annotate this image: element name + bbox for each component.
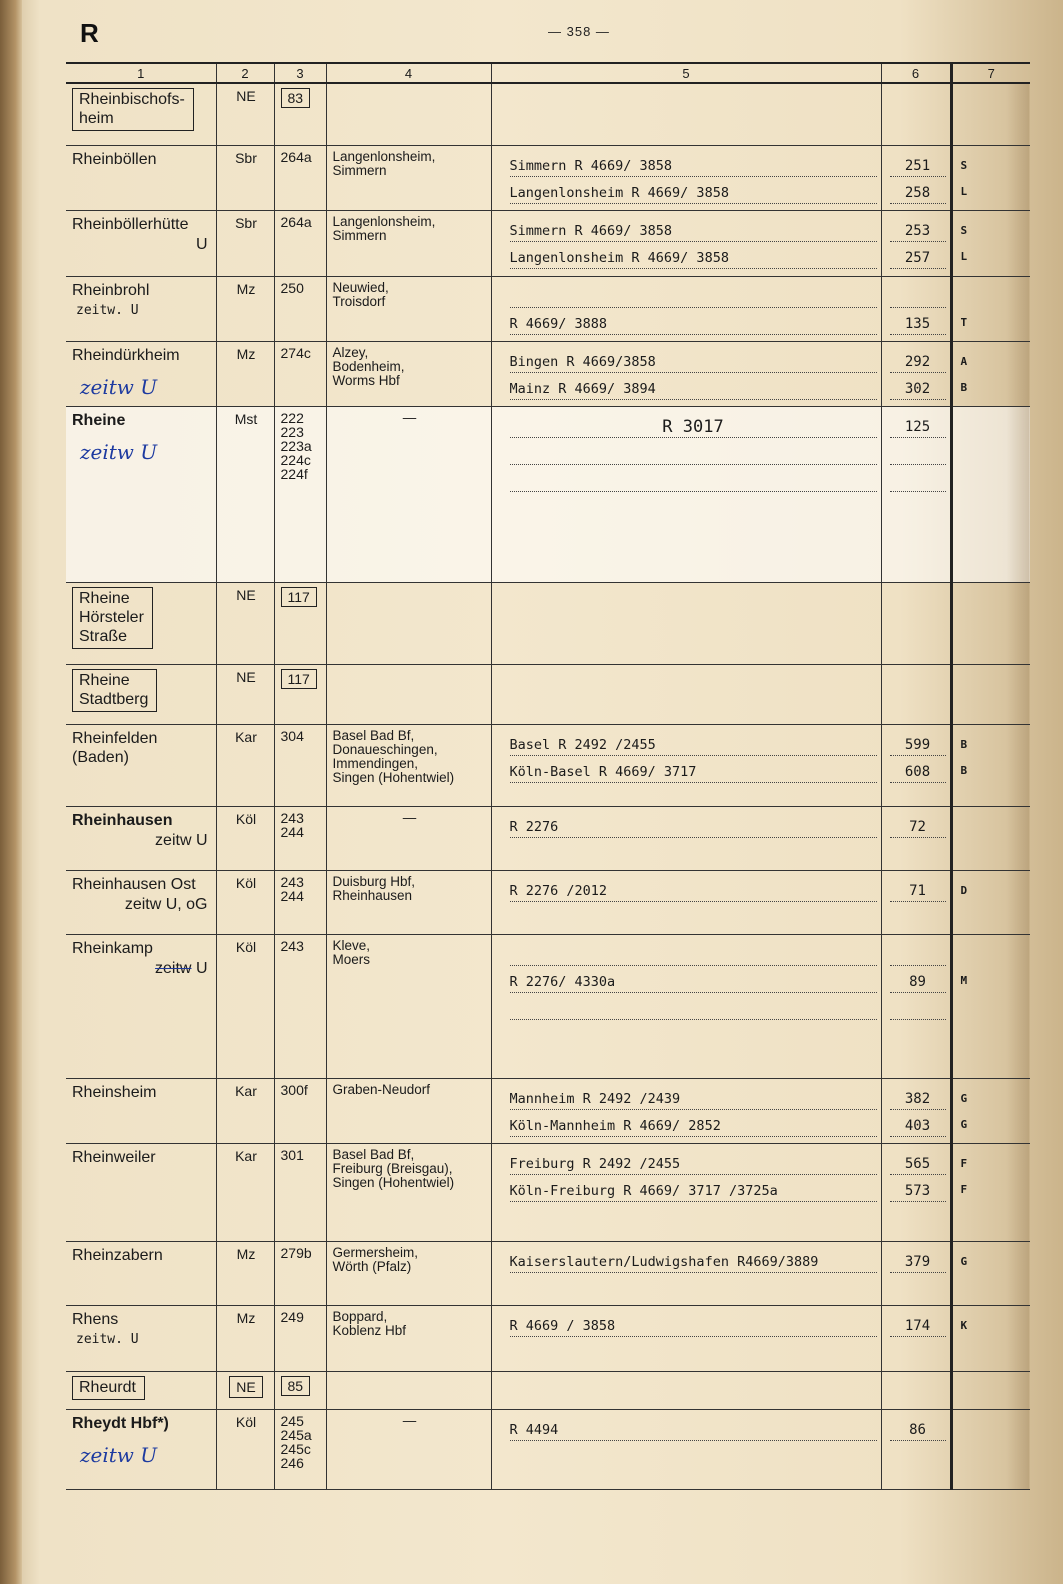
station-name: Rheinfelden (Baden): [72, 729, 158, 766]
station-name-cell: [66, 724, 216, 806]
route-code: D: [960, 883, 968, 897]
station-name-cell: [66, 1078, 216, 1143]
route-entry: R 4494: [510, 1420, 877, 1441]
route-entry: Simmern R 4669/ 3858: [510, 221, 877, 242]
district-cell: Mz: [216, 1241, 274, 1305]
code-cell: [951, 145, 1030, 210]
station-name-cell: [66, 1143, 216, 1241]
distance-cell: [881, 582, 951, 664]
connections-cell: [326, 1371, 491, 1409]
district-cell: NE: [216, 664, 274, 724]
station-name-cell: [66, 1371, 216, 1409]
connections-cell: [326, 664, 491, 724]
distance-cell: [881, 276, 951, 341]
distance-cell: [881, 145, 951, 210]
distance-cell: [881, 1143, 951, 1241]
line-number-cell: 243: [274, 934, 326, 1078]
station-row: [66, 582, 1030, 664]
route-code: F: [960, 1182, 968, 1196]
station-name: Rheinböllen: [72, 150, 157, 168]
route-code: [961, 417, 1027, 437]
station-name: Rheinbischofs- heim: [72, 88, 194, 131]
distance-value: 174: [890, 1316, 946, 1337]
station-row: [66, 1078, 1030, 1143]
connections-cell: Graben-Neudorf: [326, 1078, 491, 1143]
connections-cell: Alzey, Bodenheim, Worms Hbf: [326, 341, 491, 406]
connections-cell: [326, 83, 491, 145]
distance-value: 599: [890, 735, 946, 756]
route-entry: Basel R 2492 /2455: [510, 735, 877, 756]
column-header: 5: [491, 63, 881, 83]
route-cell: [491, 1078, 881, 1143]
line-number-cell: 304: [274, 724, 326, 806]
route-cell: [491, 276, 881, 341]
route-entry: R 2276/ 4330a: [510, 972, 877, 993]
connections-cell: —: [326, 406, 491, 582]
station-name-cell: [66, 210, 216, 276]
route-code: G: [960, 1091, 968, 1105]
line-number-cell: [274, 582, 326, 664]
station-row: [66, 664, 1030, 724]
station-row: [66, 1305, 1030, 1371]
route-code: L: [960, 184, 968, 198]
distance-value: 302: [890, 379, 946, 400]
page-number: — 358 —: [548, 24, 610, 39]
route-cell: [491, 1143, 881, 1241]
route-entry: R 4669 / 3858: [510, 1316, 877, 1337]
station-row: [66, 406, 1030, 582]
distance-value: 135: [890, 314, 946, 335]
connections-cell: Germersheim, Wörth (Pfalz): [326, 1241, 491, 1305]
route-entry: Bingen R 4669/3858: [510, 352, 877, 373]
route-entry: Mainz R 4669/ 3894: [510, 379, 877, 400]
code-cell: [951, 1409, 1030, 1489]
column-header: 4: [326, 63, 491, 83]
code-cell: [951, 806, 1030, 870]
route-code: S: [960, 223, 968, 237]
book-binding-edge: [0, 0, 22, 1584]
handwritten-note: zeitw U: [80, 439, 158, 464]
distance-value: 292: [890, 352, 946, 373]
distance-value: 253: [890, 221, 946, 242]
station-name-cell: [66, 664, 216, 724]
distance-value: 573: [890, 1181, 946, 1202]
district-cell: Mst: [216, 406, 274, 582]
line-number-cell: [274, 83, 326, 145]
station-name: Rheine Hörsteler Straße: [72, 587, 153, 649]
route-code: B: [960, 763, 968, 777]
distance-cell: [881, 724, 951, 806]
station-name: Rheydt Hbf*): [72, 1414, 169, 1432]
district-cell: Köl: [216, 934, 274, 1078]
line-number: 117: [281, 587, 317, 607]
route-entry: R 2276: [510, 817, 877, 838]
route-cell: [491, 870, 881, 934]
station-name-cell: [66, 806, 216, 870]
station-note: U: [195, 235, 208, 253]
distance-value: [890, 287, 946, 308]
distance-cell: [881, 1305, 951, 1371]
column-header-row: [66, 63, 1030, 83]
station-name: Rheinkamp: [72, 939, 153, 957]
station-name: Rheine Stadtberg: [72, 669, 157, 712]
distance-cell: [881, 806, 951, 870]
code-cell: [951, 1143, 1030, 1241]
code-cell: [951, 1078, 1030, 1143]
route-entry: Köln-Mannheim R 4669/ 2852: [510, 1116, 877, 1137]
line-number: 83: [281, 88, 311, 108]
column-header: 7: [951, 63, 1030, 83]
station-name: Rheinböllerhütte: [72, 215, 189, 233]
connections-cell: Neuwied, Troisdorf: [326, 276, 491, 341]
distance-value: 565: [890, 1154, 946, 1175]
route-cell: [491, 1371, 881, 1409]
station-name-cell: [66, 145, 216, 210]
station-row: [66, 1143, 1030, 1241]
distance-cell: [881, 83, 951, 145]
line-number-cell: 249: [274, 1305, 326, 1371]
code-cell: [951, 406, 1030, 582]
connections-cell: Duisburg Hbf, Rheinhausen: [326, 870, 491, 934]
distance-value: [890, 471, 946, 492]
station-row: [66, 276, 1030, 341]
station-name: Rheindürkheim: [72, 346, 180, 364]
route-entry: R 3017: [510, 417, 877, 438]
station-note: zeitw U: [155, 831, 208, 849]
station-row: [66, 1241, 1030, 1305]
route-entry: [510, 999, 877, 1020]
route-cell: [491, 806, 881, 870]
route-cell: [491, 664, 881, 724]
distance-value: [890, 444, 946, 465]
code-cell: [951, 870, 1030, 934]
route-cell: [491, 145, 881, 210]
struck-note: zeitw: [155, 959, 192, 977]
line-number-cell: 243 244: [274, 806, 326, 870]
route-cell: [491, 1305, 881, 1371]
district-cell: Köl: [216, 870, 274, 934]
route-code: [961, 997, 1027, 1017]
station-name: Rheinzabern: [72, 1246, 163, 1264]
line-number-cell: 274c: [274, 341, 326, 406]
distance-value: 86: [890, 1420, 946, 1441]
distance-value: 125: [890, 417, 946, 438]
station-name-cell: [66, 1409, 216, 1489]
route-code: [961, 945, 1027, 965]
station-note: zeitw U, oG: [124, 895, 208, 913]
station-note: zeitw U: [155, 959, 208, 977]
route-entry: Simmern R 4669/ 3858: [510, 156, 877, 177]
district-cell: Köl: [216, 1409, 274, 1489]
station-name-cell: [66, 870, 216, 934]
district-cell: Mz: [216, 341, 274, 406]
station-name: Rheine: [72, 411, 126, 429]
route-code: S: [960, 158, 968, 172]
station-name: Rheinhausen: [72, 811, 173, 829]
code-cell: [951, 210, 1030, 276]
connections-cell: Kleve, Moers: [326, 934, 491, 1078]
route-code: [961, 469, 1027, 489]
distance-value: 89: [890, 972, 946, 993]
station-row: [66, 83, 1030, 145]
line-number-cell: [274, 664, 326, 724]
code-cell: [951, 341, 1030, 406]
distance-cell: [881, 934, 951, 1078]
code-cell: [951, 934, 1030, 1078]
connections-cell: Basel Bad Bf, Freiburg (Breisgau), Singen (Hohentwiel): [326, 1143, 491, 1241]
distance-cell: [881, 870, 951, 934]
route-code: G: [960, 1254, 968, 1268]
route-entry: Mannheim R 2492 /2439: [510, 1089, 877, 1110]
route-cell: [491, 934, 881, 1078]
station-register-table: [66, 62, 1030, 1490]
connections-cell: Langenlonsheim, Simmern: [326, 145, 491, 210]
connections-cell: Basel Bad Bf, Donaueschingen, Immendingen, Singen (Hohentwiel): [326, 724, 491, 806]
line-number-cell: 243 244: [274, 870, 326, 934]
line-number-cell: 301: [274, 1143, 326, 1241]
handwritten-note: zeitw U: [80, 1442, 158, 1467]
station-row: [66, 724, 1030, 806]
district-cell: Mz: [216, 1305, 274, 1371]
distance-cell: [881, 1371, 951, 1409]
district-cell: NE: [216, 83, 274, 145]
route-entry: R 4669/ 3888: [510, 314, 877, 335]
district-cell: NE: [216, 582, 274, 664]
station-name: Rheinweiler: [72, 1148, 156, 1166]
code-cell: [951, 83, 1030, 145]
connections-cell: Langenlonsheim, Simmern: [326, 210, 491, 276]
connections-cell: [326, 582, 491, 664]
route-cell: [491, 582, 881, 664]
district-code: NE: [229, 1376, 262, 1398]
distance-cell: [881, 1078, 951, 1143]
code-cell: [951, 1241, 1030, 1305]
route-cell: [491, 406, 881, 582]
line-number-cell: [274, 1371, 326, 1409]
route-code: L: [960, 249, 968, 263]
route-entry: [510, 471, 877, 492]
station-name-cell: [66, 406, 216, 582]
route-cell: [491, 1241, 881, 1305]
code-cell: [951, 276, 1030, 341]
distance-value: [890, 999, 946, 1020]
district-cell: Kar: [216, 1078, 274, 1143]
route-code: F: [960, 1156, 968, 1170]
station-name-cell: [66, 934, 216, 1078]
route-entry: Kaiserslautern/Ludwigshafen R4669/3889: [510, 1252, 877, 1273]
route-code: B: [960, 737, 968, 751]
line-number-cell: 300f: [274, 1078, 326, 1143]
connections-cell: —: [326, 806, 491, 870]
distance-value: 403: [890, 1116, 946, 1137]
line-number-cell: 264a: [274, 210, 326, 276]
line-number: 117: [281, 669, 317, 689]
route-entry: Köln-Basel R 4669/ 3717: [510, 762, 877, 783]
line-number-cell: 279b: [274, 1241, 326, 1305]
route-entry: Köln-Freiburg R 4669/ 3717 /3725a: [510, 1181, 877, 1202]
connections-cell: Boppard, Koblenz Hbf: [326, 1305, 491, 1371]
district-cell: Köl: [216, 806, 274, 870]
distance-value: 258: [890, 183, 946, 204]
route-entry: [510, 287, 877, 308]
district-cell: [216, 1371, 274, 1409]
section-letter: R: [80, 18, 99, 48]
code-cell: [951, 582, 1030, 664]
route-entry: Langenlonsheim R 4669/ 3858: [510, 248, 877, 269]
district-cell: Kar: [216, 1143, 274, 1241]
station-name-cell: [66, 276, 216, 341]
distance-cell: [881, 664, 951, 724]
route-code: B: [960, 380, 968, 394]
district-cell: Sbr: [216, 145, 274, 210]
route-code: T: [960, 315, 968, 329]
route-cell: [491, 724, 881, 806]
code-cell: [951, 724, 1030, 806]
route-entry: [510, 945, 877, 966]
route-code: K: [960, 1318, 968, 1332]
distance-value: 382: [890, 1089, 946, 1110]
column-header: 6: [881, 63, 951, 83]
distance-value: 251: [890, 156, 946, 177]
route-code: G: [960, 1117, 968, 1131]
line-number-cell: 245 245a 245c 246: [274, 1409, 326, 1489]
distance-cell: [881, 1409, 951, 1489]
station-name: Rhens: [72, 1310, 119, 1328]
distance-value: 379: [890, 1252, 946, 1273]
station-row: [66, 934, 1030, 1078]
route-code: [961, 443, 1027, 463]
station-name: Rheurdt: [72, 1376, 145, 1400]
station-name: Rheinsheim: [72, 1083, 157, 1101]
code-cell: [951, 664, 1030, 724]
station-row: [66, 806, 1030, 870]
district-cell: Sbr: [216, 210, 274, 276]
connections-cell: —: [326, 1409, 491, 1489]
line-number-cell: 250: [274, 276, 326, 341]
distance-value: 72: [890, 817, 946, 838]
distance-value: [890, 945, 946, 966]
station-row: [66, 341, 1030, 406]
station-row: [66, 210, 1030, 276]
code-cell: [951, 1305, 1030, 1371]
code-cell: [951, 1371, 1030, 1409]
column-header: 3: [274, 63, 326, 83]
route-cell: [491, 341, 881, 406]
line-number: 85: [281, 1376, 311, 1396]
district-cell: Kar: [216, 724, 274, 806]
station-name: Rheinhausen Ost: [72, 875, 196, 893]
distance-value: 608: [890, 762, 946, 783]
route-code: [961, 1420, 1027, 1440]
station-row: [66, 1409, 1030, 1489]
route-entry: Freiburg R 2492 /2455: [510, 1154, 877, 1175]
route-entry: [510, 444, 877, 465]
route-code: A: [960, 354, 968, 368]
distance-cell: [881, 210, 951, 276]
handwritten-note: zeitw U: [80, 374, 158, 399]
route-code: [961, 817, 1027, 837]
route-cell: [491, 210, 881, 276]
station-name-cell: [66, 1305, 216, 1371]
station-note: zeitw. U: [76, 302, 139, 318]
distance-cell: [881, 1241, 951, 1305]
station-row: [66, 145, 1030, 210]
distance-cell: [881, 341, 951, 406]
route-code: M: [960, 973, 968, 987]
station-name-cell: [66, 83, 216, 145]
distance-value: 71: [890, 881, 946, 902]
column-header: 1: [66, 63, 216, 83]
route-entry: Langenlonsheim R 4669/ 3858: [510, 183, 877, 204]
distance-value: 257: [890, 248, 946, 269]
station-row: [66, 1371, 1030, 1409]
route-code: [961, 287, 1027, 307]
distance-cell: [881, 406, 951, 582]
station-row: [66, 870, 1030, 934]
station-name-cell: [66, 1241, 216, 1305]
district-cell: Mz: [216, 276, 274, 341]
route-cell: [491, 1409, 881, 1489]
route-entry: R 2276 /2012: [510, 881, 877, 902]
station-note: zeitw. U: [76, 1331, 139, 1347]
column-header: 2: [216, 63, 274, 83]
station-name: Rheinbrohl: [72, 281, 150, 299]
station-name-cell: [66, 341, 216, 406]
line-number-cell: 222 223 223a 224c 224f: [274, 406, 326, 582]
line-number-cell: 264a: [274, 145, 326, 210]
station-name-cell: [66, 582, 216, 664]
route-cell: [491, 83, 881, 145]
